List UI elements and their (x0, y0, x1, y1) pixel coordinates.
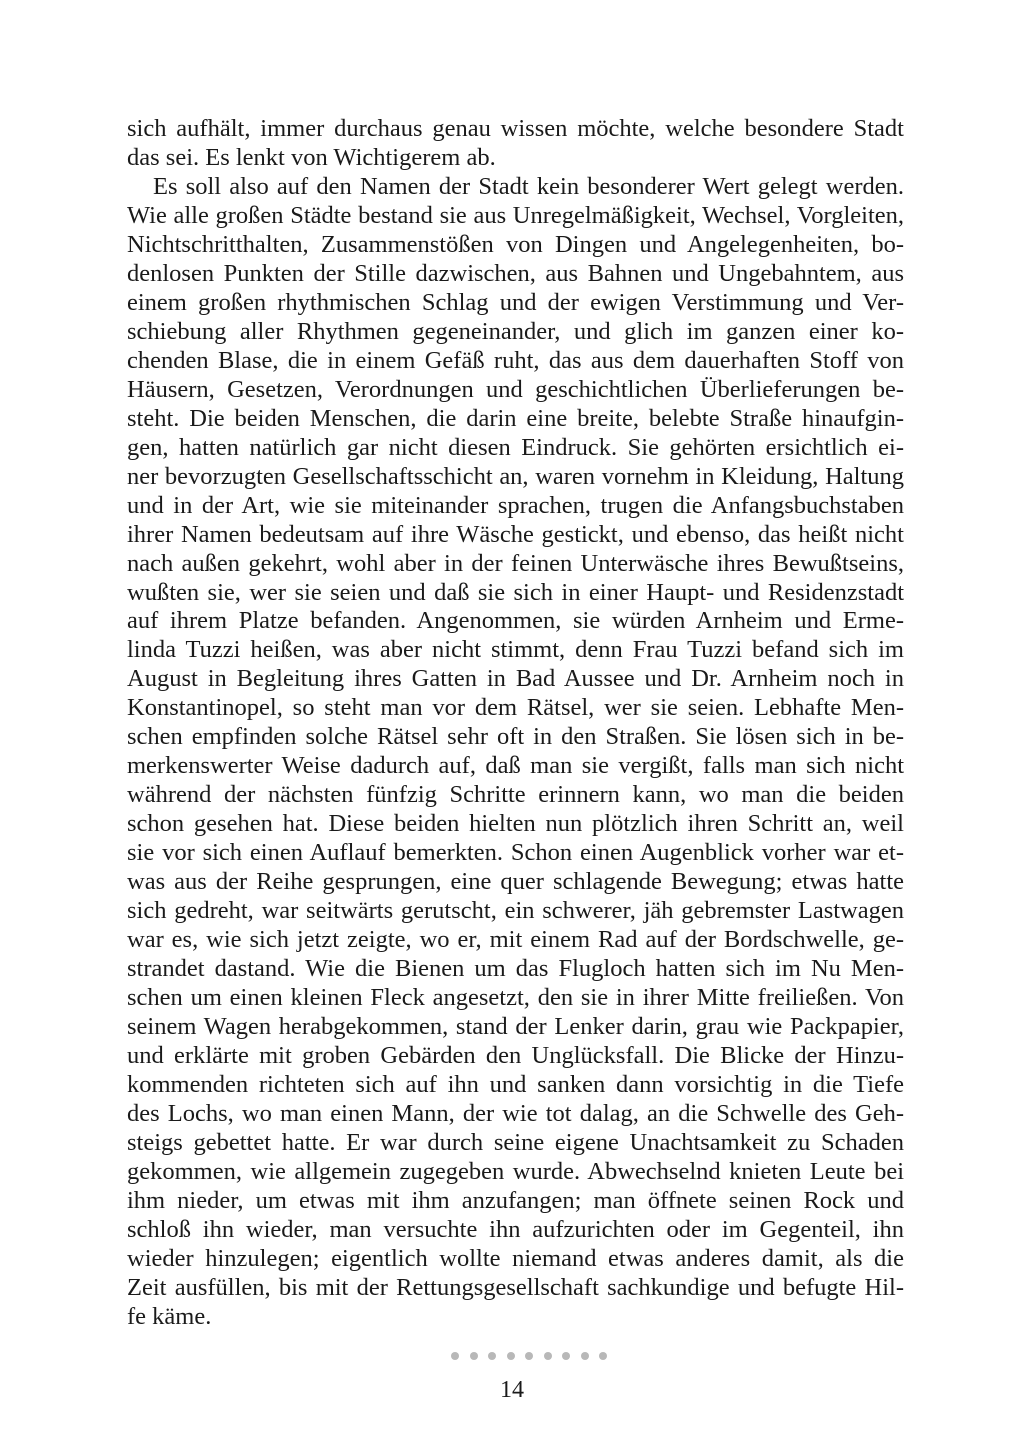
text-line: und in der Art, wie sie miteinander sprachen, trugen die Anfangsbuchstaben (127, 491, 904, 519)
text-line: wußten sie, wer sie seien und daß sie sich in einer Haupt- und Residenzstadt (127, 578, 904, 606)
text-line: Zeit ausfüllen, bis mit der Rettungsgesellschaft sachkundige und befugte Hil- (127, 1273, 904, 1301)
text-line: fe käme. (127, 1302, 212, 1330)
text-line: auf ihrem Platze befanden. Angenommen, sie würden Arnheim und Erme- (127, 607, 904, 635)
text-line: ihrer Namen bedeutsam auf ihre Wäsche gestickt, und ebenso, das heißt nicht (127, 520, 904, 548)
text-line: sie vor sich einen Auflauf bemerkten. Schon einen Augenblick vorher war et- (127, 839, 904, 867)
text-line: steigs gebettet hatte. Er war durch seine eigene Unachtsamkeit zu Schaden (127, 1128, 904, 1156)
ornament-dot (488, 1352, 496, 1360)
text-line: sich aufhält, immer durchaus genau wissen möchte, welche besondere Stadt (127, 115, 904, 142)
text-line: gekommen, wie allgemein zugegeben wurde. Abwechselnd knieten Leute bei (127, 1157, 904, 1185)
ornament-dot (599, 1352, 607, 1360)
text-line: Nichtschritthalten, Zusammenstößen von Dingen und Angelegenheiten, bo- (127, 230, 904, 258)
text-line: schen empfinden solche Rätsel sehr oft in den Straßen. Sie lösen sich in be- (127, 723, 904, 751)
text-line: Wie alle großen Städte bestand sie aus Unregelmäßigkeit, Wechsel, Vorgleiten, (127, 201, 904, 229)
text-line: Häusern, Gesetzen, Verordnungen und geschichtlichen Überlieferungen be- (127, 375, 904, 403)
text-line: schon gesehen hat. Diese beiden hielten nun plötzlich ihren Schritt an, weil (127, 810, 904, 838)
text-line: strandet dastand. Wie die Bienen um das Flugloch hatten sich im Nu Men- (127, 955, 904, 983)
ornament-dot (470, 1352, 478, 1360)
text-line: seinem Wagen herabgekommen, stand der Lenker darin, grau wie Packpapier, (127, 1013, 904, 1041)
text-line: schen um einen kleinen Fleck angesetzt, den sie in ihrer Mitte freiließen. Von (127, 984, 904, 1012)
text-line: schloß ihn wieder, man versuchte ihn aufzurichten oder im Gegenteil, ihn (127, 1215, 904, 1243)
text-line: des Lochs, wo man einen Mann, der wie tot dalag, an die Schwelle des Geh- (127, 1099, 904, 1127)
body-text (127, 115, 904, 1332)
ornament-dot (451, 1352, 459, 1360)
ornament-divider (451, 1352, 607, 1360)
text-line: schiebung aller Rhythmen gegeneinander, und glich im ganzen einer ko- (127, 317, 904, 345)
text-line: steht. Die beiden Menschen, die darin eine breite, belebte Straße hinaufgin- (127, 404, 904, 432)
text-line: und erklärte mit groben Gebärden den Unglücksfall. Die Blicke der Hinzu- (127, 1042, 904, 1069)
ornament-dot (525, 1352, 533, 1360)
text-line: während der nächsten fünfzig Schritte erinnern kann, wo man die beiden (127, 781, 904, 809)
text-line: sich gedreht, war seitwärts gerutscht, ein schwerer, jäh gebremster Lastwagen (127, 897, 904, 925)
text-line: wieder hinzulegen; eigentlich wollte niemand etwas anderes damit, als die (127, 1244, 904, 1272)
text-line: merkenswerter Weise dadurch auf, daß man sie vergißt, falls man sich nicht (127, 752, 904, 780)
text-line: denlosen Punkten der Stille dazwischen, aus Bahnen und Ungebahntem, aus (127, 259, 904, 287)
text-line: linda Tuzzi heißen, was aber nicht stimmt, denn Frau Tuzzi befand sich im (127, 636, 904, 664)
ornament-dot (507, 1352, 515, 1360)
text-line: chenden Blase, die in einem Gefäß ruht, das aus dem dauerhaften Stoff von (127, 346, 904, 374)
text-line: Konstantinopel, so steht man vor dem Rätsel, wer sie seien. Lebhafte Men- (127, 694, 904, 722)
text-line: ihm nieder, um etwas mit ihm anzufangen; man öffnete seinen Rock und (127, 1186, 904, 1214)
text-line: ner bevorzugten Gesellschaftsschicht an, waren vornehm in Kleidung, Haltung (127, 462, 904, 490)
text-line: das sei. Es lenkt von Wichtigerem ab. (127, 143, 496, 171)
text-line: war es, wie sich jetzt zeigte, wo er, mit einem Rad auf der Bordschwelle, ge- (127, 926, 904, 954)
ornament-dot (581, 1352, 589, 1360)
page-number: 14 (500, 1377, 524, 1403)
text-line: einem großen rhythmischen Schlag und der ewigen Verstimmung und Ver- (127, 288, 904, 316)
ornament-dot (562, 1352, 570, 1360)
text-line: gen, hatten natürlich gar nicht diesen Eindruck. Sie gehörten ersichtlich ei- (127, 433, 904, 461)
text-line: was aus der Reihe gesprungen, eine quer schlagende Bewegung; etwas hatte (127, 868, 904, 896)
text-line: kommenden richteten sich auf ihn und sanken dann vorsichtig in die Tiefe (127, 1070, 904, 1098)
text-line: Es soll also auf den Namen der Stadt kein besonderer Wert gelegt werden. (153, 172, 904, 200)
text-line: nach außen gekehrt, wohl aber in der feinen Unterwäsche ihres Bewußtseins, (127, 549, 904, 577)
ornament-dot (544, 1352, 552, 1360)
text-line: August in Begleitung ihres Gatten in Bad Aussee und Dr. Arnheim noch in (127, 665, 904, 693)
